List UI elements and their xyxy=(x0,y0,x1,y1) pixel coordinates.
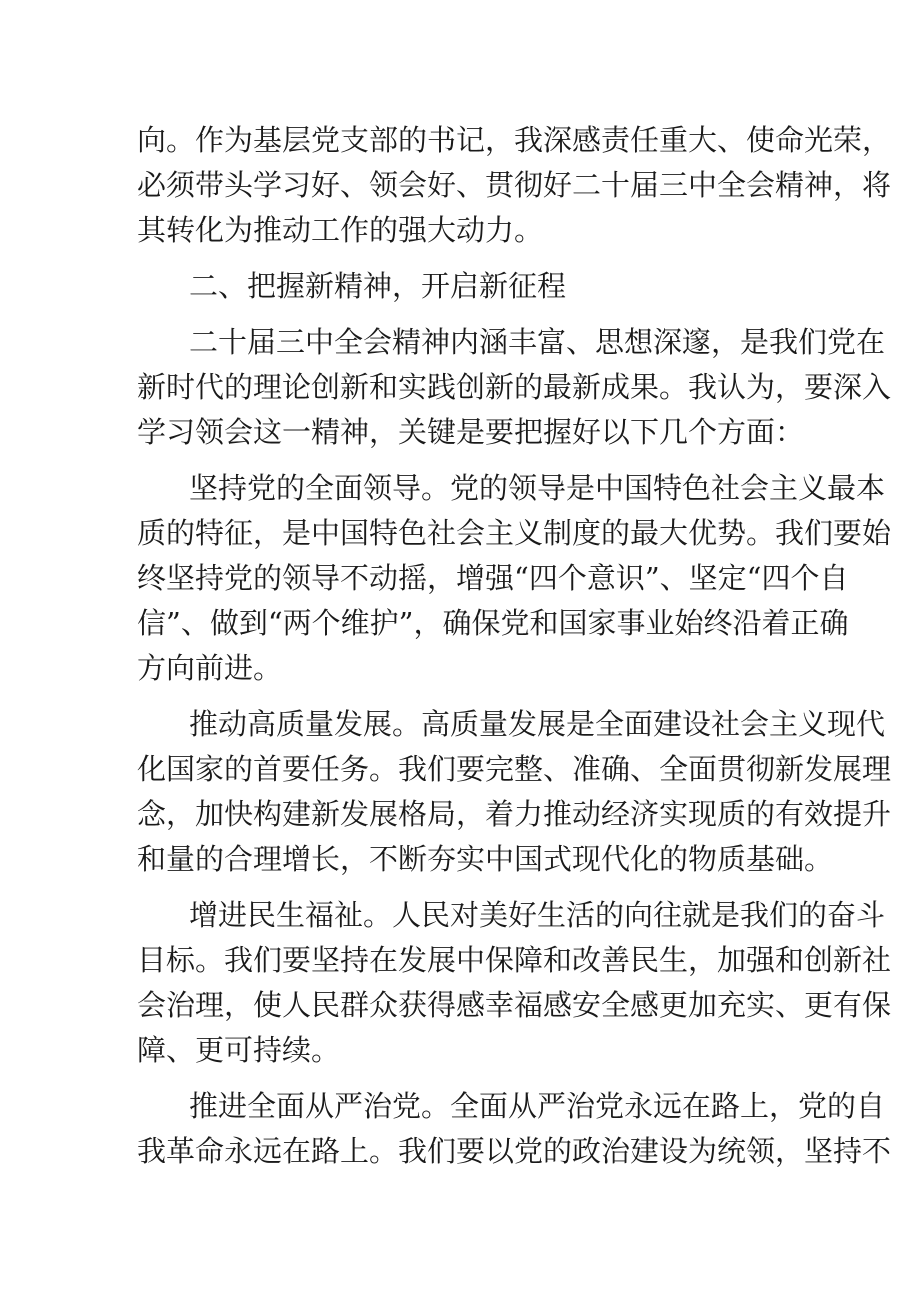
text-line: 会治理，使人民群众获得感幸福感安全感更加充实、更有保 xyxy=(137,988,892,1022)
text-line: 念，加快构建新发展格局，着力推动经济实现质的有效提升 xyxy=(137,797,892,831)
text-line: 终坚持党的领导不动摇，增强“四个意识”、坚定“四个自 xyxy=(137,561,849,595)
text-line: 方向前进。 xyxy=(137,651,283,685)
text-line: 和量的合理增长，不断夯实中国式现代化的物质基础。 xyxy=(137,842,834,876)
text-line: 推动高质量发展。高质量发展是全面建设社会主义现代 xyxy=(189,707,886,741)
text-line: 必须带头学习好、领会好、贯彻好二十届三中全会精神，将 xyxy=(137,168,892,202)
text-line: 化国家的首要任务。我们要完整、准确、全面贯彻新发展理 xyxy=(137,752,892,786)
text-line: 目标。我们要坚持在发展中保障和改善民生，加强和创新社 xyxy=(137,943,892,977)
text-line: 我革命永远在路上。我们要以党的政治建设为统领，坚持不 xyxy=(137,1134,892,1168)
text-line: 其转化为推动工作的强大动力。 xyxy=(137,213,544,247)
paragraph xyxy=(137,118,892,253)
paragraph xyxy=(137,702,892,882)
section-heading xyxy=(137,264,787,309)
text-line: 推进全面从严治党。全面从严治党永远在路上，党的自 xyxy=(189,1089,886,1123)
text-line: 障、更可持续。 xyxy=(137,1033,341,1067)
paragraph xyxy=(137,893,892,1073)
document-body xyxy=(137,118,892,1174)
text-line: 信”、做到“两个维护”，确保党和国家事业始终沿着正确 xyxy=(137,606,849,640)
text-line: 增进民生福祉。人民对美好生活的向往就是我们的奋斗 xyxy=(189,898,886,932)
text-line: 学习领会这一精神，关键是要把握好以下几个方面： xyxy=(137,415,805,449)
heading-text: 二、把握新精神，开启新征程 xyxy=(189,269,567,303)
text-line: 质的特征，是中国特色社会主义制度的最大优势。我们要始 xyxy=(137,516,892,550)
text-line: 二十届三中全会精神内涵丰富、思想深邃，是我们党在 xyxy=(189,325,886,359)
text-line: 坚持党的全面领导。党的领导是中国特色社会主义最本 xyxy=(189,471,886,505)
paragraph xyxy=(137,466,892,691)
paragraph xyxy=(137,1084,892,1174)
paragraph xyxy=(137,320,892,455)
text-line: 向。作为基层党支部的书记，我深感责任重大、使命光荣， xyxy=(137,123,892,157)
text-line: 新时代的理论创新和实践创新的最新成果。我认为，要深入 xyxy=(137,370,892,404)
